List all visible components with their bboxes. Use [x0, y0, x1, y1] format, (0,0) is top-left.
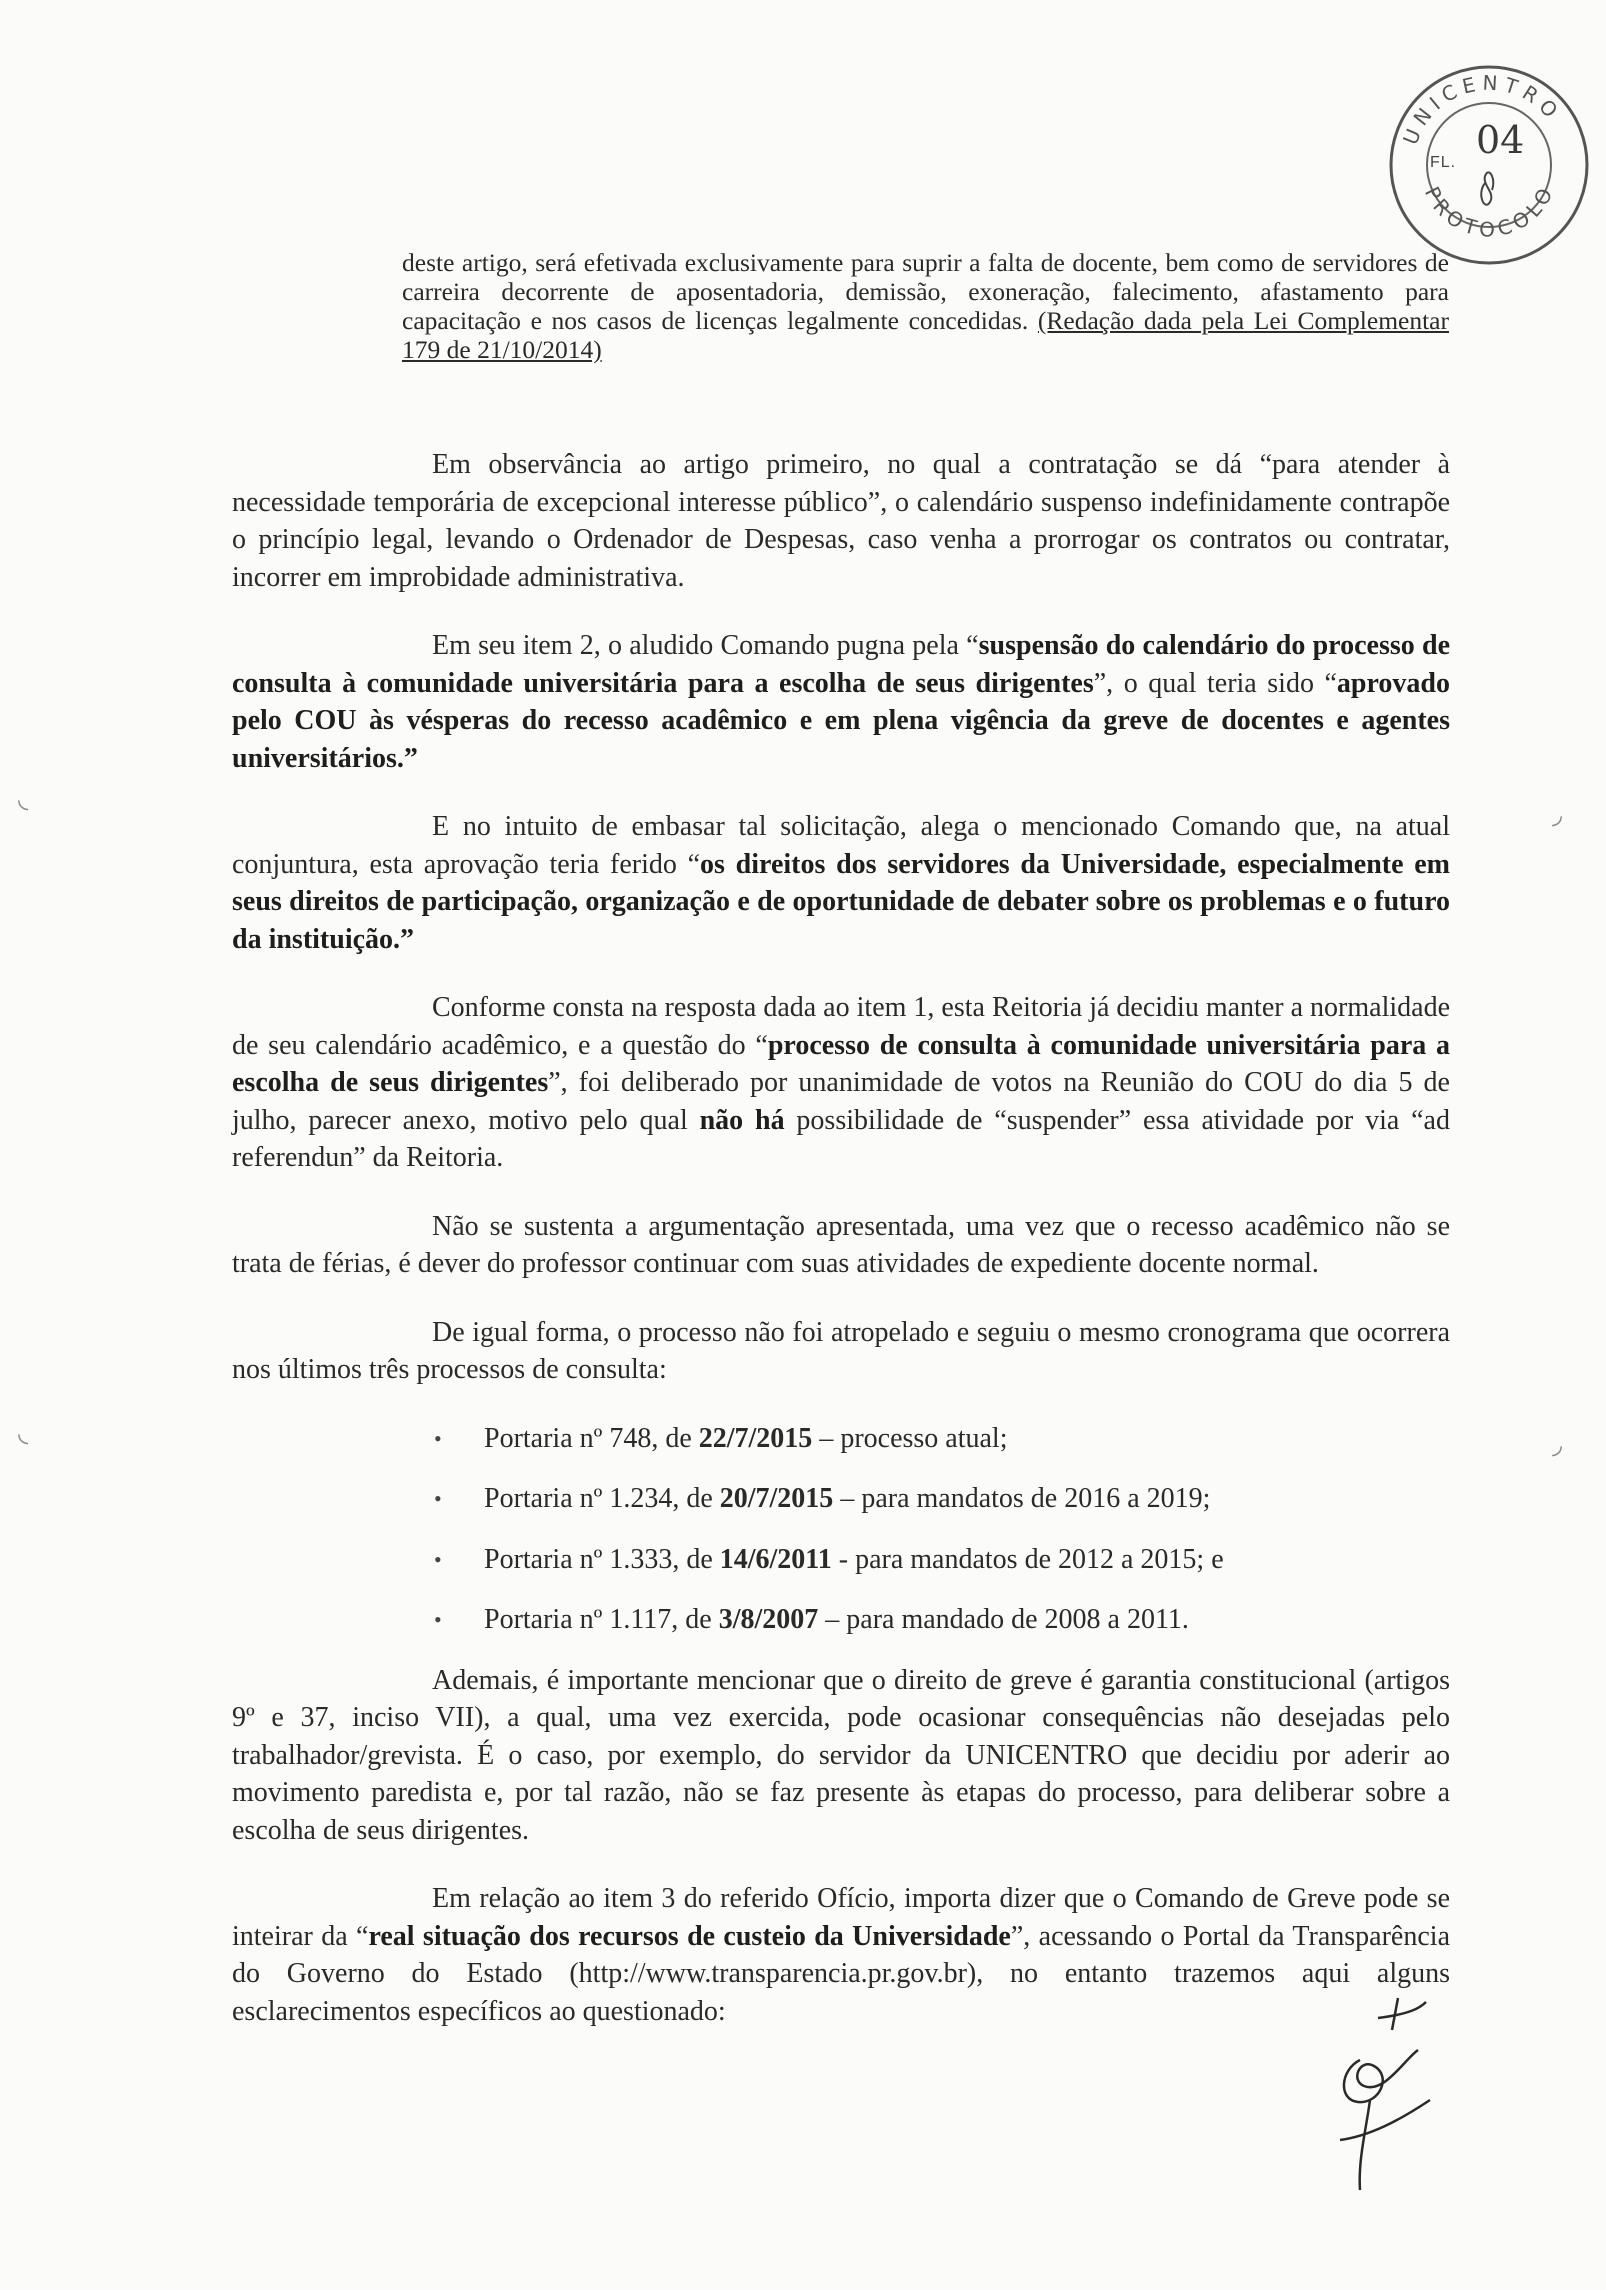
paragraph-6: De igual forma, o processo não foi atropelado e seguiu o mesmo cronograma que ocorrera nos últimos três processos de consulta: — [232, 1316, 1450, 1385]
p2-bold-b: suspensão do calendário do processo de consulta à comunidade universitária para a escolha de seus dirigentes — [232, 630, 1450, 699]
paragraph-1: Em observância ao artigo primeiro, no qual a contratação se dá “para atender à necessidade temporária de excepcional interesse público”, o calendário suspenso indefinidamente contrapõe o princípio legal, levando o Ordenador de Despesas, caso venha a prorrogar os contratos ou contratar, incorrer em improbidade administrativa. — [232, 449, 1450, 593]
paragraph-8 — [232, 1880, 1450, 2030]
protocol-stamp — [1386, 62, 1592, 268]
p3-bold-b: os direitos dos servidores da Universidade, especialmente em seus direitos de participação, organização e de oportunidade de debater sobre os problemas e o futuro da instituição.” — [232, 848, 1451, 955]
portaria-date: 14/6/2011 — [719, 1543, 832, 1575]
p8-text-c: ”, acessando o Portal da Transparência do Governo do Estado (http://www.transparencia.pr.gov.br), no entanto trazemos aqui alguns esclarecimentos específicos ao questionado: — [232, 1920, 1450, 2027]
scan-mark-icon: ◟ — [18, 1418, 29, 1448]
scan-mark-icon: ◞ — [1552, 800, 1563, 830]
portaria-note: – para mandatos de 2016 a 2019; — [833, 1483, 1211, 1514]
list-item — [232, 1541, 1450, 1579]
stamp-ring-text: UNICENTRO — [1398, 70, 1567, 149]
p8-text-a: Em relação ao item 3 do referido Ofício, importa dizer que o Comando de Greve pode se inteirar da “ — [232, 1883, 1450, 1952]
portaria-date: 20/7/2015 — [719, 1483, 834, 1514]
p8-bold-b: real situação dos recursos de custeio da Universidade — [368, 1920, 1011, 1952]
paragraph-7: Ademais, é importante mencionar que o direito de greve é garantia constitucional (artigos 9º e 37, inciso VII), a qual, uma vez exercida, pode ocasionar consequências não desejadas pelo trabalhador/grevista. É o caso, por exemplo, do servidor da UNICENTRO que decidiu por aderir ao movimento paredista e, por tal razão, não se faz presente às etapas do processo, para deliberar sobre a escolha de seus dirigentes. — [232, 1664, 1450, 1846]
law-reference-link[interactable]: (Redação dada pela Lei Complementar 179 de 21/10/2014) — [402, 306, 1449, 364]
stamp-page-number: 04 — [1476, 118, 1525, 162]
list-item — [232, 1480, 1450, 1518]
paragraph-4 — [232, 989, 1450, 1177]
list-item — [232, 1601, 1450, 1639]
signature — [1300, 1990, 1450, 2200]
portaria-date: 22/7/2015 — [698, 1422, 813, 1454]
paragraph-2 — [232, 627, 1450, 777]
stamp-bottom-text: PROTOCOLO — [1419, 179, 1560, 242]
p3-text-a: E no intuito de embasar tal solicitação, alega o mencionado Comando que, na atual conjuntura, esta aprovação teria ferido “ — [232, 811, 1450, 880]
scan-mark-icon: ◞ — [1552, 1430, 1563, 1460]
p4-text-a: Conforme consta na resposta dada ao item 1, esta Reitoria já decidiu manter a normalidade de seu calendário acadêmico, e a questão do “ — [232, 992, 1450, 1061]
scan-mark-icon: ◟ — [18, 784, 29, 814]
law-quote — [402, 248, 1449, 364]
portaria-list — [232, 1420, 1450, 1639]
p2-text-c: ”, o qual teria sido “ — [1093, 667, 1337, 699]
portaria-note: – processo atual; — [812, 1422, 1008, 1454]
portaria-text: Portaria nº 1.333, de — [484, 1543, 720, 1575]
p4-text-c: ”, foi deliberado por unanimidade de votos na Reunião do COU do dia 5 de julho, parecer anexo, motivo pelo qual — [232, 1067, 1450, 1136]
portaria-note: – para mandado de 2008 a 2011. — [818, 1604, 1189, 1635]
portaria-text: Portaria nº 1.234, de — [484, 1483, 720, 1514]
document-body — [232, 248, 1450, 2061]
paragraph-5: Não se sustenta a argumentação apresentada, uma vez que o recesso acadêmico não se trata de férias, é dever do professor continuar com suas atividades de expediente docente normal. — [232, 1210, 1450, 1279]
portaria-text: Portaria nº 748, de — [484, 1422, 699, 1454]
p2-text-a: Em seu item 2, o aludido Comando pugna pela “ — [432, 630, 979, 661]
portaria-note: - para mandatos de 2012 a 2015; e — [831, 1543, 1224, 1575]
portaria-text: Portaria nº 1.117, de — [484, 1604, 719, 1635]
stamp-seal — [1386, 62, 1592, 268]
paragraph-3 — [232, 808, 1450, 958]
list-item — [232, 1420, 1450, 1458]
stamp-fl-label: FL. — [1430, 154, 1457, 171]
p2-bold-d: aprovado pelo COU às vésperas do recesso acadêmico e em plena vigência da greve de docentes e agentes universitários.” — [232, 667, 1450, 774]
p4-text-e: possibilidade de “suspender” essa atividade por via “ad referendun” da Reitoria. — [232, 1104, 1450, 1173]
law-quote-text: deste artigo, será efetivada exclusivamente para suprir a falta de docente, bem como de servidores de carreira decorrente de aposentadoria, demissão, exoneração, falecimento, afastamento para capacitação e nos casos de licenças legalmente concedidas. — [402, 248, 1449, 335]
signature-icon — [1300, 1990, 1450, 2200]
portaria-date: 3/8/2007 — [718, 1604, 819, 1635]
p4-bold-d: não há — [699, 1104, 785, 1136]
p4-bold-b: processo de consulta à comunidade universitária para a escolha de seus dirigentes — [232, 1029, 1450, 1098]
